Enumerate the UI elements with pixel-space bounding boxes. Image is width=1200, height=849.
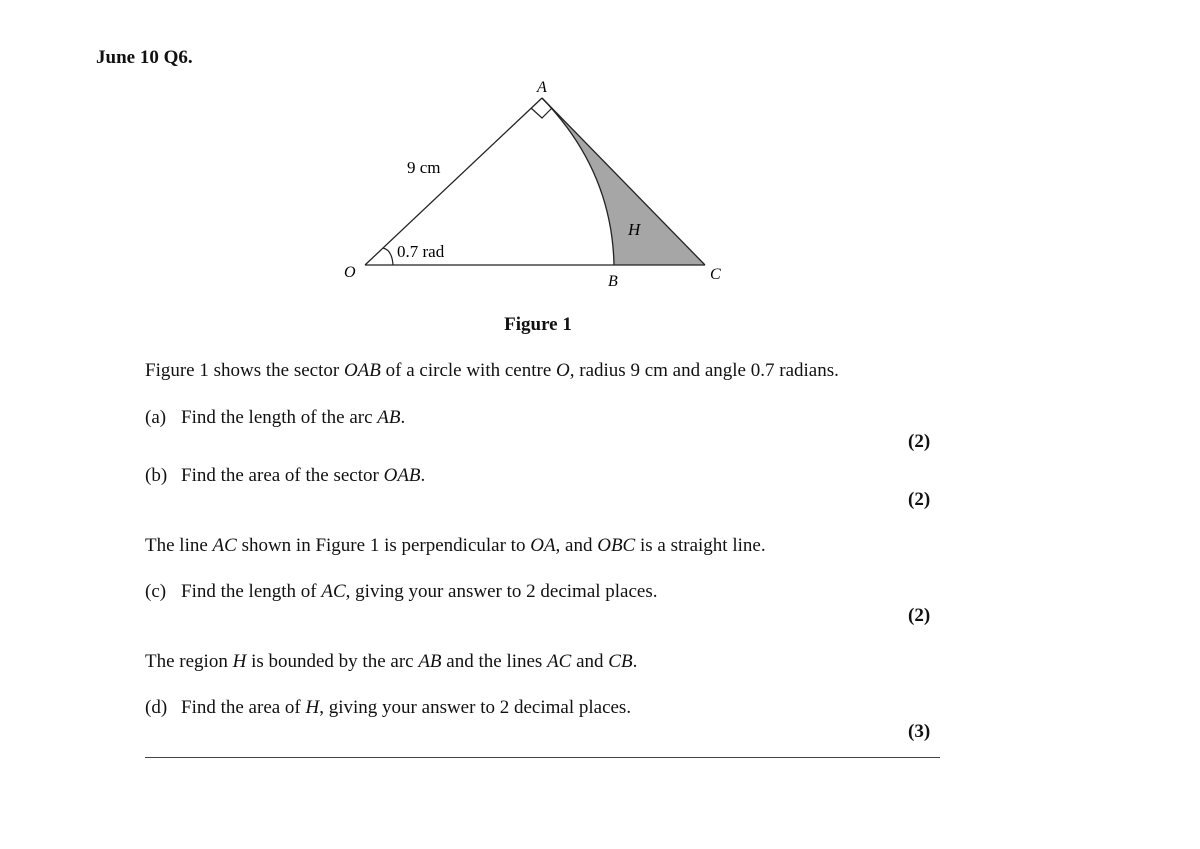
part-a-label: (a) [145, 407, 167, 428]
right-angle-marker [531, 108, 552, 118]
part-c-marks: (2) [908, 605, 931, 626]
label-side-length: 9 cm [407, 158, 441, 177]
intro-text: Figure 1 shows the sector OAB of a circle with centre O, radius 9 cm and angle 0.7 radians. [145, 360, 839, 381]
line-oa [365, 98, 542, 265]
figure-1-diagram [320, 70, 760, 295]
label-a: A [537, 79, 547, 96]
label-b: B [608, 273, 618, 290]
part-d-question: (d) Find the area of H, giving your answer to 2 decimal places. [145, 697, 632, 718]
part-d-marks: (3) [908, 721, 931, 742]
part-a-question: (a) Find the length of the arc AB. [145, 407, 406, 428]
part-b-label: (b) [145, 465, 168, 486]
question-header: June 10 Q6. [96, 47, 193, 68]
part-b-marks: (2) [908, 489, 931, 510]
divider-line [145, 757, 940, 758]
figure-caption: Figure 1 [504, 314, 572, 335]
region-info-text: The region H is bounded by the arc AB and the lines AC and CB. [145, 651, 638, 672]
label-c: C [710, 266, 721, 283]
part-b-question: (b) Find the area of the sector OAB. [145, 465, 426, 486]
label-angle: 0.7 rad [397, 242, 445, 261]
label-h: H [628, 220, 641, 239]
part-d-label: (d) [145, 697, 168, 718]
part-c-label: (c) [145, 581, 167, 602]
part-c-question: (c) Find the length of AC, giving your answer to 2 decimal places. [145, 581, 658, 602]
angle-arc-o [383, 248, 393, 265]
line-info-text: The line AC shown in Figure 1 is perpendicular to OA, and OBC is a straight line. [145, 535, 766, 556]
part-a-marks: (2) [908, 431, 931, 452]
label-o: O [344, 264, 356, 281]
